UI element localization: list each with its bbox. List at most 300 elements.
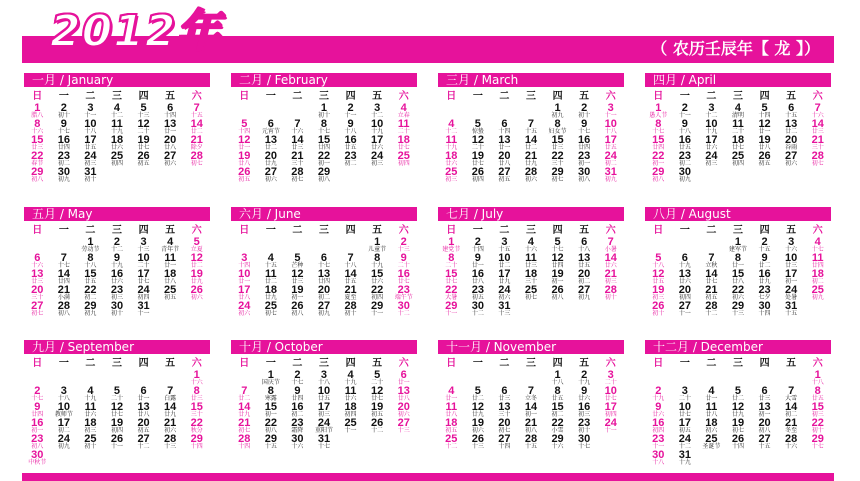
lunar-date: 立冬 [524,395,537,402]
lunar-date: 廿八 [445,411,458,418]
day-cell [183,418,210,434]
day-cell [157,285,184,301]
day-cell [183,370,210,386]
day-number: 21 [524,418,538,429]
lunar-date: 初三 [84,160,97,167]
lunar-date: 初七 [731,427,744,434]
lunar-date: 腊八 [31,112,44,119]
day-cell [77,434,104,450]
day-cell [104,402,131,418]
weekday-label: 二 [85,358,96,369]
day-cell [130,285,157,301]
day-number: 24 [604,151,617,162]
day-cell [597,151,624,167]
lunar-date: 初四 [137,294,150,301]
day-cell [337,301,364,317]
day-number: 22 [264,418,277,429]
day-number: 31 [317,434,331,445]
day-cell [597,269,624,285]
day-cell [284,119,311,135]
day-number: 22 [190,418,203,429]
lunar-date: 三十 [551,160,564,167]
lunar-date: 初四 [344,411,357,418]
day-cell [571,386,598,402]
lunar-date: 建党节 [442,246,461,253]
lunar-date: 廿六 [110,144,123,151]
lunar-date: 十六 [551,443,564,450]
day-number: 26 [110,434,124,445]
day-number: 29 [317,167,331,178]
lunar-date: 十八 [344,128,357,135]
lunar-date: 廿三 [291,278,304,285]
day-number: 24 [785,285,798,296]
day-number: 11 [732,119,744,130]
lunar-date: 初九 [57,176,70,183]
lunar-date: 十八 [604,128,617,135]
day-cell [157,119,184,135]
weekday-label: 六 [398,358,409,369]
day-cell [804,237,831,253]
lunar-date: 二十 [137,128,150,135]
day-cell [725,418,752,434]
weekday-label: 日 [446,91,457,102]
lunar-date: 中秋节 [28,459,47,466]
weekday-label: 四 [759,358,770,369]
lunar-date: 十四 [238,443,251,450]
lunar-date: 廿九 [498,278,511,285]
day-number: 20 [785,135,798,146]
weekday-label: 三 [732,225,743,236]
day-number: 7 [788,386,795,397]
weekday-label: 三 [111,91,122,102]
day-cell [337,135,364,151]
day-grid [231,370,417,450]
day-cell [130,434,157,450]
lunar-date: 二十 [678,395,691,402]
empty-cell [438,370,465,386]
day-cell [438,253,465,269]
day-cell [364,285,391,301]
day-number: 1 [34,103,41,114]
day-number: 9 [681,119,688,130]
day-cell [544,370,571,386]
lunar-date: 初七 [190,160,203,167]
day-number: 26 [471,434,484,445]
lunar-date: 初五 [498,176,511,183]
lunar-date: 十四 [498,443,511,450]
day-cell [571,269,598,285]
lunar-date: 廿一 [164,262,177,269]
lunar-date: 初十 [652,310,665,317]
lunar-date: 十七 [57,128,70,135]
day-cell [645,434,672,450]
lunar-date: 廿六 [344,395,357,402]
weekday-label: 二 [499,225,510,236]
lunar-date: 小满 [57,294,70,301]
day-number: 9 [474,253,481,264]
day-number: 2 [347,103,354,114]
lunar-date: 廿一 [705,395,718,402]
day-cell [77,135,104,151]
weekday-label: 六 [398,91,409,102]
day-number: 11 [525,253,537,264]
lunar-date: 十二 [445,443,458,450]
weekday-label: 三 [318,225,329,236]
lunar-date: 十一 [604,112,617,119]
day-cell [51,285,78,301]
lunar-date: 十一 [344,112,357,119]
day-number: 9 [347,119,354,130]
day-cell [311,151,338,167]
day-number: 16 [652,418,665,429]
day-cell [645,151,672,167]
day-cell [518,253,545,269]
weekday-label: 三 [525,91,536,102]
lunar-date: 圣诞节 [702,443,721,450]
day-cell [364,253,391,269]
day-number: 27 [758,434,771,445]
day-number: 23 [344,151,357,162]
day-cell [725,301,752,317]
lunar-date: 初六 [498,294,511,301]
lunar-date: 十一 [371,310,384,317]
lunar-date: 初七 [238,427,251,434]
day-number: 16 [397,269,410,280]
day-number: 12 [731,402,745,413]
day-number: 19 [291,285,304,296]
day-cell [597,135,624,151]
day-number: 5 [294,253,301,264]
weekday-label: 三 [525,225,536,236]
day-cell [364,402,391,418]
day-number: 27 [785,151,798,162]
day-number: 18 [731,135,745,146]
weekday-label: 四 [552,225,563,236]
lunar-date: 初一 [291,294,304,301]
day-cell [311,167,338,183]
lunar-date: 十五 [264,262,277,269]
month-3 [438,73,624,189]
lunar-date: 初十 [110,310,123,317]
day-number: 24 [705,151,718,162]
day-number: 11 [445,402,458,413]
day-number: 22 [731,285,745,296]
day-grid [24,103,210,183]
weekday-label: 二 [292,358,303,369]
day-cell [231,418,258,434]
day-number: 15 [811,402,824,413]
month-title: 十一月 / November [438,340,624,354]
empty-cell [465,370,492,386]
day-cell [465,301,492,317]
lunar-date: 春节 [31,160,44,167]
day-number: 25 [164,285,177,296]
lunar-date: 廿四 [57,144,70,151]
weekday-label: 二 [499,358,510,369]
day-number: 25 [84,434,97,445]
day-cell [130,253,157,269]
lunar-date: 二十 [471,144,484,151]
day-cell [751,253,778,269]
day-cell [284,301,311,317]
lunar-date: 二十 [604,379,617,386]
lunar-date: 十四 [758,310,771,317]
day-number: 8 [87,253,94,264]
lunar-date: 十五 [498,246,511,253]
day-cell [77,167,104,183]
day-number: 2 [294,370,301,381]
day-number: 28 [238,434,251,445]
day-cell [337,151,364,167]
lunar-date: 初十 [344,310,357,317]
day-number: 23 [578,418,591,429]
day-number: 26 [758,151,771,162]
day-cell [24,135,51,151]
weekday-label: 一 [58,358,69,369]
day-cell [284,434,311,450]
day-number: 11 [445,135,458,146]
lunar-date: 初八 [291,310,304,317]
day-number: 21 [190,135,203,146]
month-1 [24,73,210,189]
day-number: 14 [705,269,718,280]
day-cell [364,418,391,434]
lunar-date: 十一 [678,112,691,119]
lunar-date: 廿九 [264,160,277,167]
lunar-date: 初二 [785,411,798,418]
day-cell [751,151,778,167]
day-number: 30 [397,301,410,312]
day-cell [77,402,104,418]
day-cell [571,253,598,269]
lunar-date: 廿六 [652,411,665,418]
lunar-date: 初五 [164,294,177,301]
day-number: 20 [31,285,44,296]
lunar-date: 初三 [110,294,123,301]
day-cell [51,151,78,167]
day-number: 14 [524,135,538,146]
day-cell [571,434,598,450]
day-number: 5 [140,103,147,114]
lunar-date: 十九 [371,128,384,135]
day-number: 13 [264,135,277,146]
lunar-date: 十三 [731,310,744,317]
day-number: 12 [291,269,304,280]
day-number: 11 [811,253,824,264]
day-cell [672,450,699,466]
lunar-date: 廿六 [84,411,97,418]
weekday-label: 二 [706,91,717,102]
day-cell [390,301,417,317]
day-cell [311,119,338,135]
weekday-label: 六 [191,358,202,369]
day-number: 10 [238,269,251,280]
day-number: 12 [471,135,484,146]
lunar-date: 二十 [371,379,384,386]
month-title: 十二月 / December [645,340,831,354]
lunar-date: 廿九 [164,411,177,418]
day-cell [544,119,571,135]
day-number: 25 [731,151,745,162]
month-title: 三月 / March [438,73,624,87]
lunar-date: 十五 [264,443,277,450]
month-8 [645,207,831,323]
weekday-label: 一 [472,91,483,102]
day-cell [130,119,157,135]
lunar-date: 二十 [445,262,458,269]
weekday-label: 五 [579,91,590,102]
day-cell [311,285,338,301]
day-number: 5 [554,237,561,248]
empty-cell [725,370,752,386]
day-cell [571,285,598,301]
weekday-label: 一 [58,91,69,102]
lunar-date: 廿七 [731,144,744,151]
day-cell [258,370,285,386]
day-cell [491,119,518,135]
lunar-date: 十二 [678,443,691,450]
day-number: 9 [60,119,67,130]
month-title: 四月 / April [645,73,831,87]
day-cell [231,119,258,135]
weekday-label: 六 [812,225,823,236]
day-cell [778,103,805,119]
day-cell [24,269,51,285]
weekday-label: 五 [579,225,590,236]
day-cell [51,103,78,119]
lunar-date: 十二 [471,310,484,317]
day-cell [778,135,805,151]
day-number: 4 [267,253,274,264]
day-number: 10 [84,119,97,130]
day-cell [698,119,725,135]
weekday-label: 五 [579,358,590,369]
lunar-date: 初五 [471,294,484,301]
day-cell [183,269,210,285]
day-cell [778,301,805,317]
day-grid [231,103,417,183]
lunar-date: 廿八 [238,294,251,301]
day-cell [390,253,417,269]
day-cell [597,402,624,418]
day-cell [104,119,131,135]
day-number: 30 [758,301,771,312]
lunar-date: 初二 [84,294,97,301]
day-cell [364,370,391,386]
day-cell [51,167,78,183]
weekday-label: 日 [239,91,250,102]
day-number: 5 [113,386,121,397]
day-cell [364,237,391,253]
day-number: 27 [264,167,277,178]
day-cell [672,151,699,167]
lunar-date: 初九 [551,112,564,119]
lunar-date: 三十 [811,144,824,151]
day-number: 13 [317,269,331,280]
day-number: 29 [652,167,665,178]
day-number: 27 [498,167,511,178]
lunar-date: 十九 [678,262,691,269]
day-number: 15 [551,402,564,413]
day-cell [465,285,492,301]
day-number: 14 [604,253,617,264]
lunar-date: 十九 [705,128,718,135]
lunar-date: 十二 [445,128,458,135]
lunar-date: 廿一 [137,395,150,402]
day-cell [183,237,210,253]
day-number: 4 [734,103,742,114]
lunar-date: 十七 [291,379,304,386]
lunar-date: 廿一 [164,128,177,135]
day-cell [778,269,805,285]
weekday-label: 五 [372,91,383,102]
day-number: 20 [137,418,150,429]
day-number: 8 [320,119,328,130]
day-number: 19 [190,269,203,280]
month-10 [231,340,417,456]
day-cell [231,135,258,151]
day-number: 1 [554,370,561,381]
lunar-date: 十七 [551,246,564,253]
lunar-date: 初三 [317,411,330,418]
day-grid [438,370,624,450]
empty-cell [465,103,492,119]
day-cell [725,269,752,285]
day-number: 7 [294,119,301,130]
day-cell [77,103,104,119]
lunar-date: 廿三 [31,278,44,285]
lunar-date: 廿六 [445,160,458,167]
lunar-date: 十二 [397,310,410,317]
lunar-date: 十四 [758,112,771,119]
day-number: 3 [501,237,508,248]
lunar-date: 廿四 [652,144,665,151]
day-cell [258,434,285,450]
lunar-date: 初六 [524,176,537,183]
day-number: 30 [291,434,304,445]
day-number: 12 [652,269,665,280]
day-cell [438,434,465,450]
lunar-date: 十一 [344,427,357,434]
day-cell [311,269,338,285]
lunar-date: 初九 [578,294,591,301]
day-cell [804,370,831,386]
lunar-date: 大暑 [445,294,458,301]
day-cell [130,151,157,167]
day-cell [571,370,598,386]
day-number: 20 [164,135,177,146]
day-cell [491,418,518,434]
month-6 [231,207,417,323]
day-cell [438,167,465,183]
weekday-label: 三 [732,358,743,369]
lunar-date: 重阳节 [314,427,333,434]
day-number: 18 [164,269,177,280]
month-11 [438,340,624,456]
day-cell [725,253,752,269]
day-cell [544,237,571,253]
lunar-date: 廿二 [264,278,277,285]
day-number: 6 [267,119,274,130]
day-cell [778,418,805,434]
lunar-date: 初十 [84,443,97,450]
day-cell [804,103,831,119]
day-number: 17 [84,135,97,146]
day-number: 10 [137,253,150,264]
lunar-date: 十九 [84,395,97,402]
empty-cell [518,103,545,119]
day-number: 10 [785,253,798,264]
